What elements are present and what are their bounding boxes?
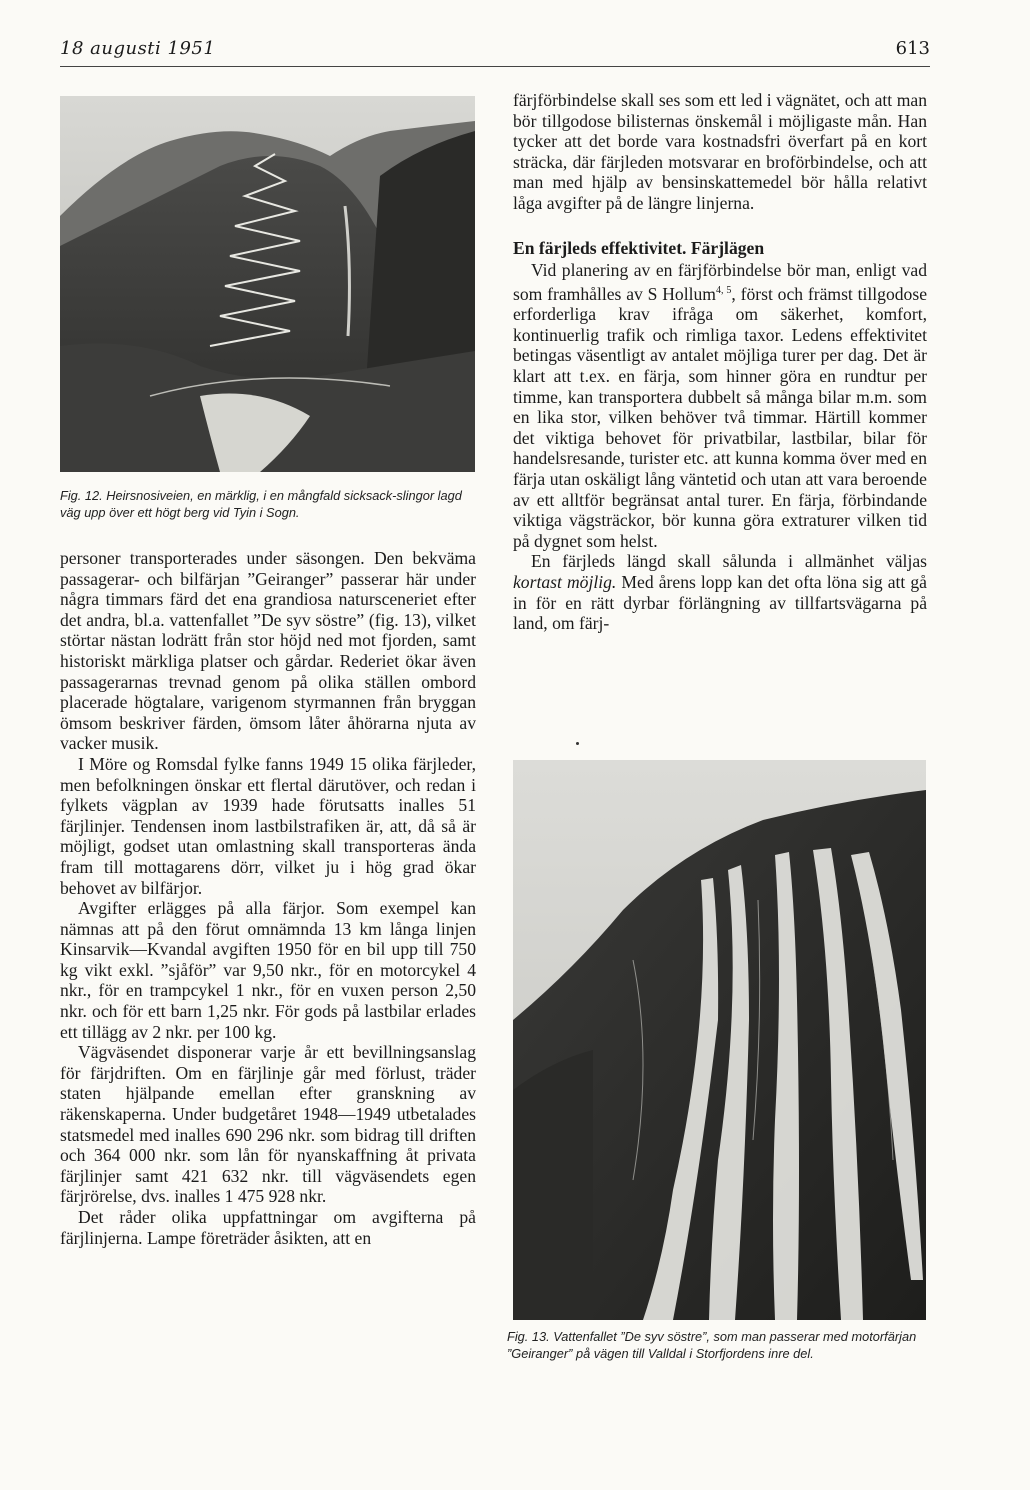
- paragraph: personer transporterades under säsongen. Den bekväma passagerar- och bilfärjan ”Geiranger” passerar här under några timmars färd det ena grandiosa natursceneriet efter det andra, bl.a. vattenfallet ”De syv söstre” (fig. 13), vilket störtar nästan lodrätt från stor höjd ned mot fjorden, samt historiskt märkliga platser och gårdar. Rederiet ökar även passagerarnas trevnad genom på olika ställen ombord placerade högtalare, varigenom styrmannen från bryggan ömsom beskriver färden, ömsom låter åhörarna njuta av vacker musik.: [60, 548, 476, 754]
- paragraph: Det råder olika uppfattningar om avgifterna på färjlinjerna. Lampe företräder åsikten, att en: [60, 1207, 476, 1248]
- paragraph: [513, 260, 927, 551]
- paragraph: [513, 551, 927, 633]
- fig12-photo: [60, 96, 475, 472]
- footnote-ref: 4, 5: [715, 284, 732, 296]
- paragraph: Avgifter erlägges på alla färjor. Som exempel kan nämnas att på den förut omnämnda 13 km långa linjen Kinsarvik—Kvandal avgiften 1950 för en bil upp till 750 kg vikt exkl. ”sjåför” var 9,50 nkr., för en motorcykel 4 nkr., för en trampcykel 1 nkr., för en vuxen person 2,50 nkr. och för ett barn 1,25 nkr. För gods på lastbilar erlades ett tillägg av 2 nkr. per 100 kg.: [60, 898, 476, 1042]
- text-run: , först och främst tillgodose erforderliga krav ifråga om säkerhet, komfort, kontinuerlig trafik och rimliga taxor. Ledens effektivitet betingas väsentligt av antalet möjliga turer per dag. Det är klart att t.ex. en färja, som hinner göra en rundtur per timme, kan transportera dubbelt så många bilar m.m. som en lika stor, vilken behöver två timmar. Härtill kommer det viktiga behovet för privatbilar, lastbilar, bilar för handelsresande, turister etc. att kunna komma över med en färja utan oskäligt lång väntetid och utan att vara beroende av ett alltför begränsat antal turer. En färja, förbindande viktiga vägsträckor, bör kunna göra extraturer vilken tid på dygnet som helst.: [513, 283, 928, 551]
- left-column: [60, 548, 476, 1248]
- text-run: Vid planering av en färjförbindelse bör man, enligt vad som framhålles av S Hollum: [513, 260, 927, 304]
- paragraph: färjförbindelse skall ses som ett led i vägnätet, och att man bör tillgodose bilisternas önskemål i möjligaste mån. Han tycker att det borde vara kostnadsfri överfart på en kort sträcka, där färjleden motsvarar en broförbindelse, och att man med hjälp av bensinskattemedel bör hålla relativt låga avgifter på de längre linjerna.: [513, 90, 927, 213]
- page-number: 613: [895, 38, 930, 59]
- header-rule: [60, 66, 930, 67]
- issue-date: 18 augusti 1951: [60, 38, 216, 59]
- fig13-photo: [513, 760, 926, 1320]
- text-run: En färjleds längd skall sålunda i allmänhet väljas: [531, 551, 927, 572]
- emphasis: kortast möjlig.: [513, 571, 617, 592]
- right-column: [513, 90, 927, 634]
- section-heading: En färjleds effektivitet. Färjlägen: [513, 237, 765, 258]
- paragraph: I Möre og Romsdal fylke fanns 1949 15 olika färjleder, men befolkningen önskar ett flertal därutöver, och redan i fylkets vägplan av 1939 hade förutsatts inalles 51 färjlinjer. Tendensen inom lastbilstrafiken är, att, då så är möjligt, godset utan omlastning skall transporteras ända fram till mottagarens dörr, vilket ju i hög grad ökar behovet av bilfärjor.: [60, 753, 476, 898]
- fig12-caption: Fig. 12. Heirsnosiveien, en märklig, i en mångfald sicksack-slingor lagd väg upp över ett högt berg vid Tyin i Sogn.: [60, 488, 462, 520]
- paragraph: Vägväsendet disponerar varje år ett bevillningsanslag för färjdriften. Om en färjlinje går med förlust, träder staten hjälpande emellan efter granskning av räkenskaperna. Under budgetåret 1948—1949 utbetalades statsmedel med inalles 690 296 nkr. som bidrag till driften och 364 000 nkr. som lån för nyanskaffning åt privata färjlinjer samt 421 632 nkr. till vägväsendets egen färjrörelse, dvs. inalles 1 475 928 nkr.: [60, 1042, 476, 1207]
- print-speck: [576, 742, 579, 745]
- fig13-caption: Fig. 13. Vattenfallet ”De syv söstre”, som man passerar med motorfärjan ”Geiranger” på vägen till Valldal i Storfjordens inre del.: [507, 1329, 917, 1361]
- page-header: [60, 38, 930, 66]
- text-run: Med årens lopp kan det ofta löna sig att gå in för en rätt dyrbar förlängning av tillfartsvägarna på land, om färj-: [513, 571, 927, 634]
